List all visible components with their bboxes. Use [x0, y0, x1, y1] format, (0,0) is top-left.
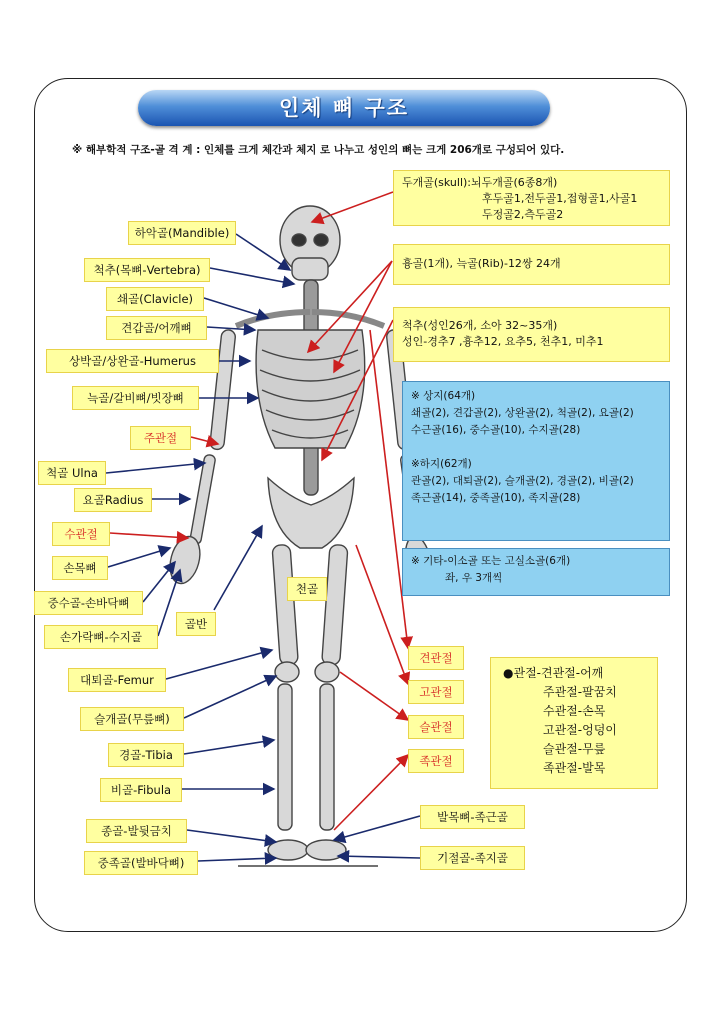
label-toe: 기절골-족지골 — [420, 846, 525, 870]
other-info-line2: 좌, 우 3개씩 — [445, 572, 503, 584]
label-sacrum: 천골 — [287, 577, 327, 601]
label-metacarpal: 중수골-손바닥뼈 — [34, 591, 143, 615]
other-info-line1: ※ 기타-이소골 또는 고실소골(6개) — [411, 555, 571, 567]
label-metatarsal: 중족골(발바닥뼈) — [84, 851, 198, 875]
label-clavicle: 쇄골(Clavicle) — [106, 287, 204, 311]
skull-info-line2: 후두골1,전두골1,접형골1,사골1 — [482, 192, 638, 205]
upper-limb-title: ※ 상지(64개) — [411, 390, 476, 402]
limb-bones-info-box — [402, 381, 670, 541]
label-wrist-joint: 수관절 — [52, 522, 110, 546]
joints-line2: 주관절-팔꿈치 — [543, 685, 617, 699]
label-patella: 슬개골(무릎뼈) — [80, 707, 184, 731]
skull-info-line3: 두정골2,측두골2 — [482, 208, 564, 221]
label-carpal: 손목뼈 — [52, 556, 108, 580]
label-ulna: 척골 Ulna — [38, 461, 106, 485]
label-mandible: 하악골(Mandible) — [128, 221, 236, 245]
label-vertebra: 척추(목뼈-Vertebra) — [84, 258, 210, 282]
upper-limb-line1: 쇄골(2), 견갑골(2), 상완골(2), 척골(2), 요골(2) — [411, 407, 634, 419]
lower-limb-line2: 족근골(14), 중족골(10), 족지골(28) — [411, 492, 581, 504]
label-elbow-joint: 주관절 — [130, 426, 191, 450]
label-calcaneus: 종골-발뒷금치 — [86, 819, 187, 843]
spacer — [411, 439, 661, 456]
label-ankle-joint: 족관절 — [408, 749, 464, 773]
joints-info-box — [490, 657, 658, 789]
skull-info-line1: 두개골(skull):뇌두개골(6종8개) — [402, 176, 558, 189]
page-title: 인체 뼈 구조 — [138, 90, 550, 126]
lower-limb-title: ※하지(62개) — [411, 458, 472, 470]
other-bones-info-box — [402, 548, 670, 596]
label-radius: 요골Radius — [74, 488, 152, 512]
spine-info-line1: 척추(성인26개, 소아 32~35개) — [402, 319, 558, 332]
label-tibia: 경골-Tibia — [108, 743, 184, 767]
joints-line6: 족관절-발목 — [543, 761, 606, 775]
joints-line3: 수관절-손목 — [543, 704, 606, 718]
joints-line1: ●관절-견관절-어깨 — [503, 666, 604, 680]
label-pelvis: 골반 — [176, 612, 216, 636]
upper-limb-line2: 수근골(16), 중수골(10), 수지골(28) — [411, 424, 581, 436]
skull-info-box — [393, 170, 670, 226]
label-knee-joint: 슬관절 — [408, 715, 464, 739]
label-phalanges: 손가락뼈-수지골 — [44, 625, 158, 649]
joints-line4: 고관절-엉덩이 — [543, 723, 617, 737]
rib-info-box — [393, 244, 670, 285]
label-rib: 늑골/갈비뼈/빗장뼈 — [72, 386, 199, 410]
spine-info-line2: 성인-경추7 ,흉추12, 요추5, 천추1, 미추1 — [402, 335, 604, 348]
label-tarsal: 발목뼈-족근골 — [420, 805, 525, 829]
page-subtitle: ※ 해부학적 구조-골 격 계 : 인체를 크게 체간과 체지 로 나누고 성인의 뼈는 크게 206개로 구성되어 있다. — [72, 144, 565, 156]
spine-info-box — [393, 307, 670, 362]
lower-limb-line1: 관골(2), 대퇴골(2), 슬개골(2), 경골(2), 비골(2) — [411, 475, 634, 487]
rib-info-text: 흉골(1개), 늑골(Rib)-12쌍 24개 — [402, 257, 561, 270]
label-hip-joint: 고관절 — [408, 680, 464, 704]
label-scapula: 견갑골/어깨뼈 — [106, 316, 207, 340]
label-shoulder-joint: 견관절 — [408, 646, 464, 670]
label-fibula: 비골-Fibula — [100, 778, 182, 802]
label-humerus: 상박골/상완골-Humerus — [46, 349, 219, 373]
joints-line5: 슬관절-무릎 — [543, 742, 606, 756]
label-femur: 대퇴골-Femur — [68, 668, 166, 692]
